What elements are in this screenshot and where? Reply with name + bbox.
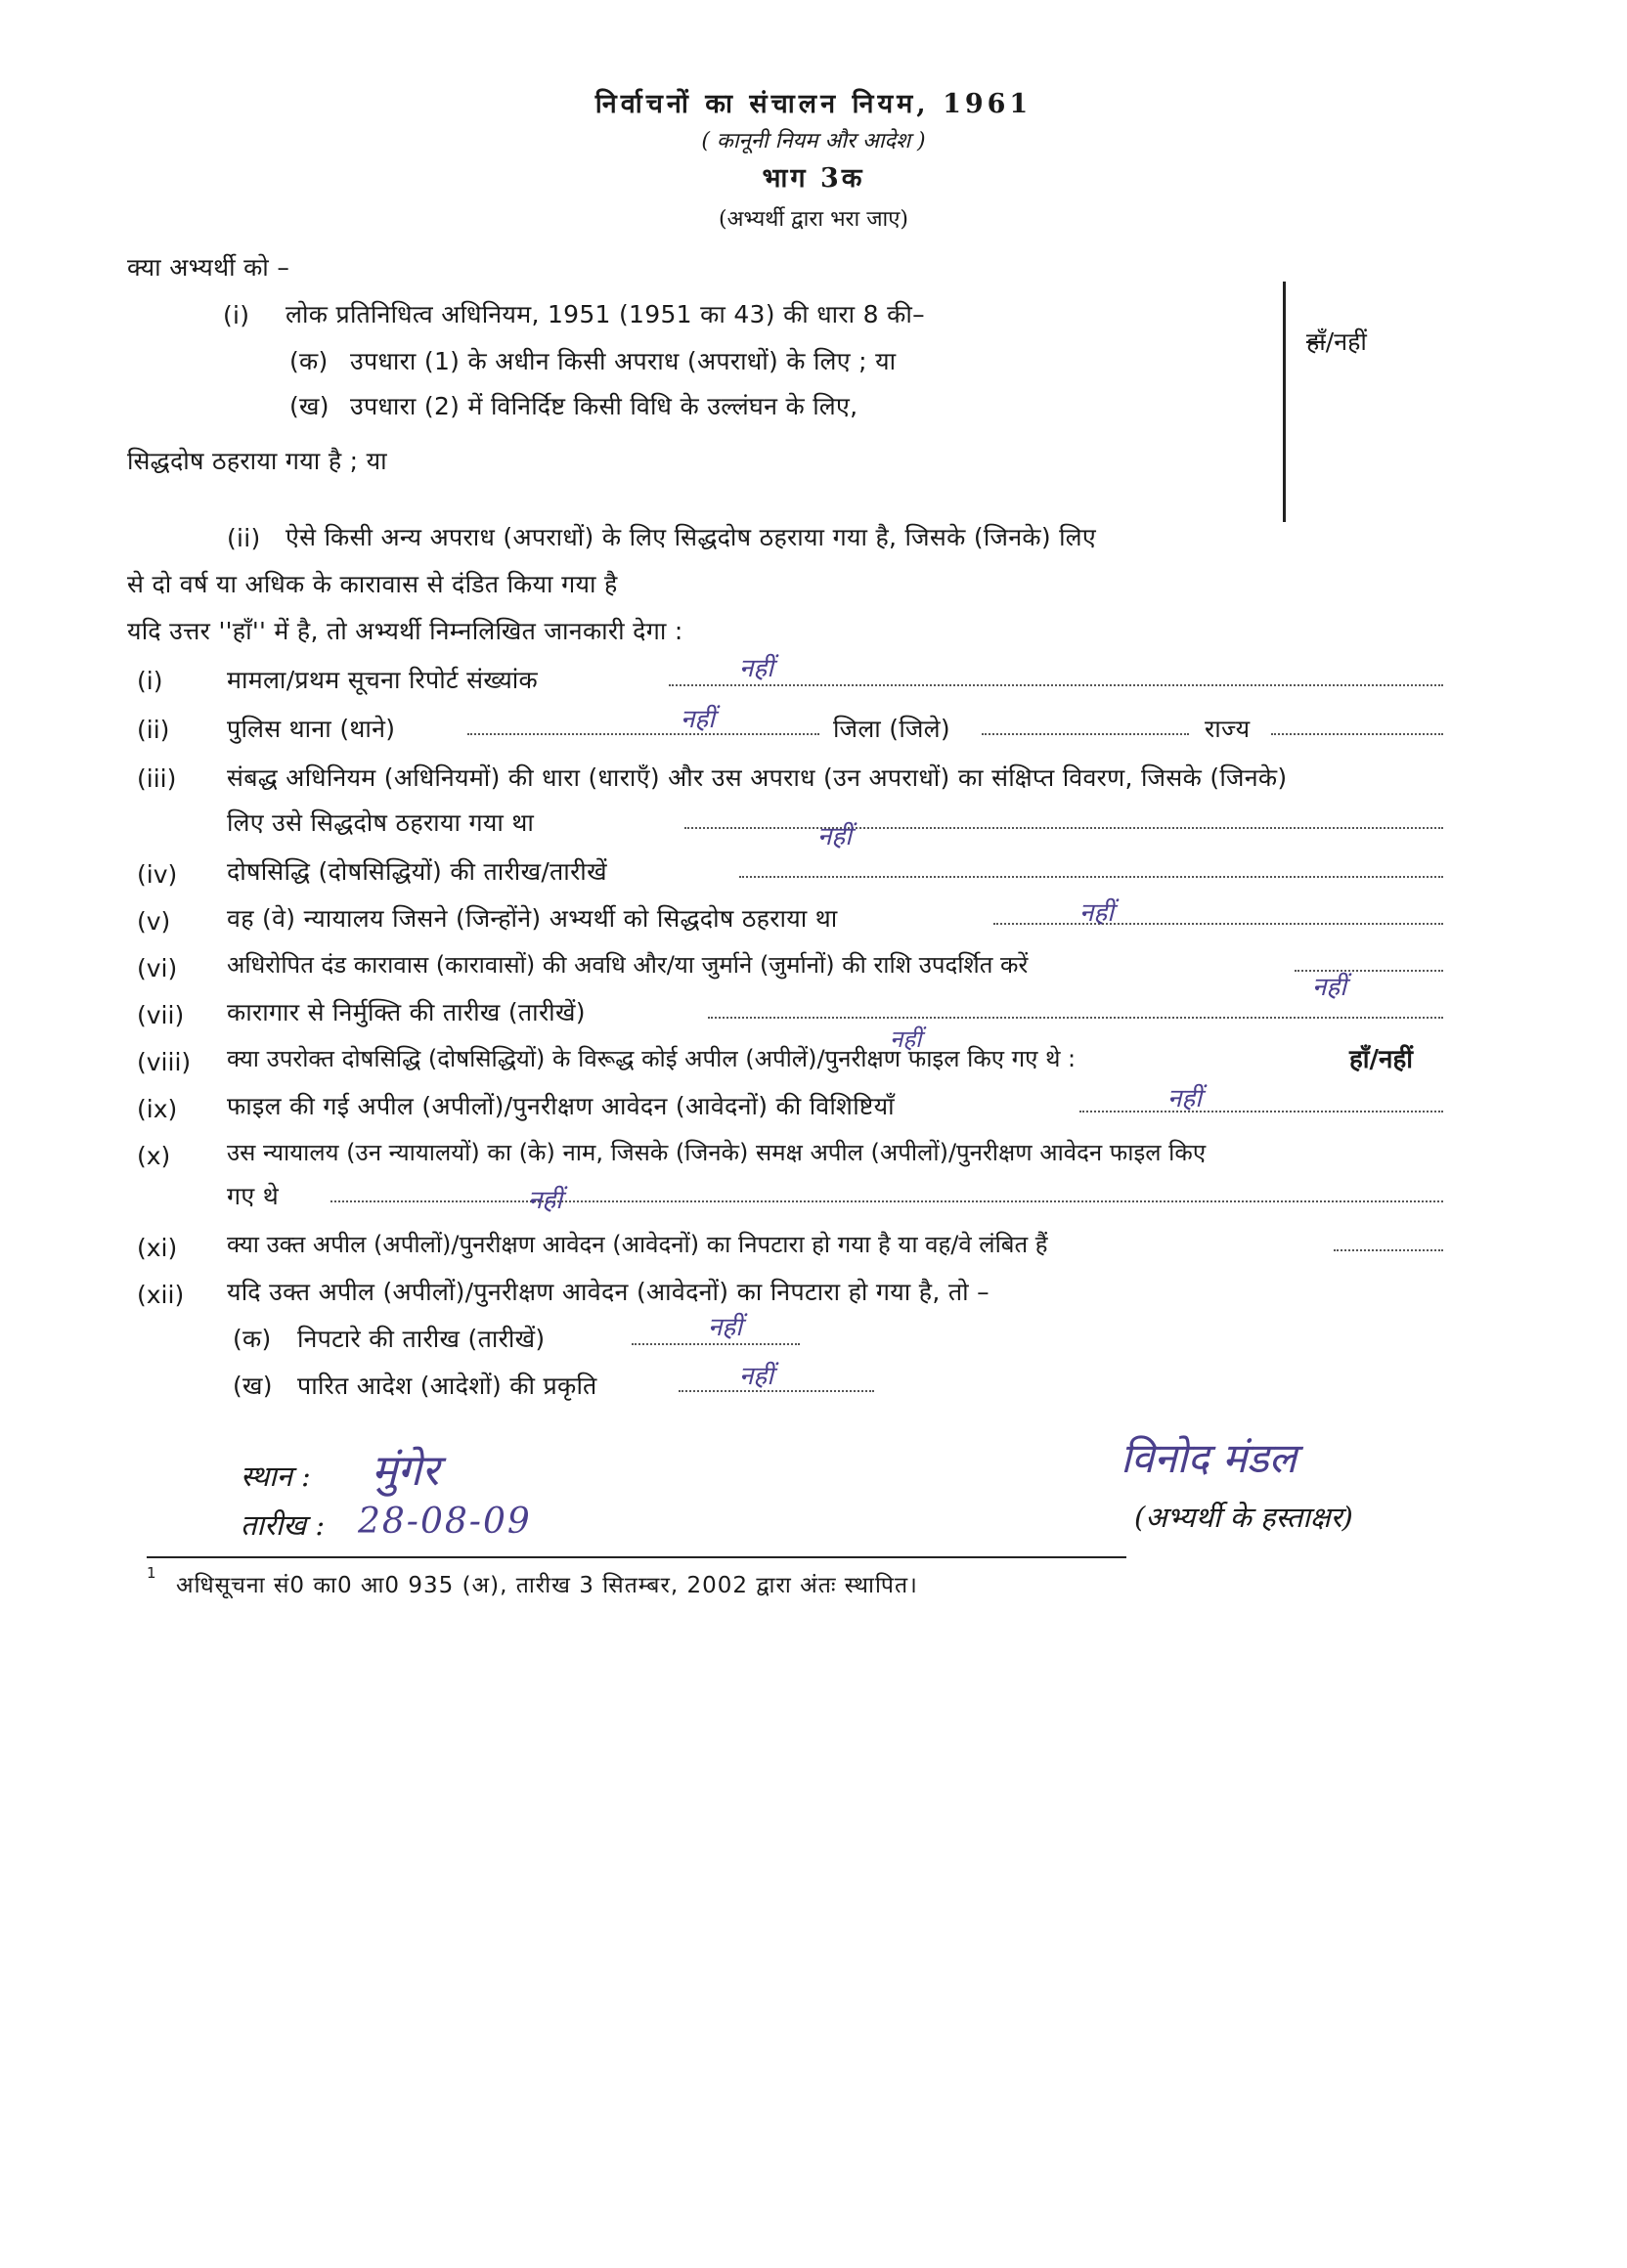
item-ii-field — [467, 733, 819, 735]
q2-line2: से दो वर्ष या अधिक के कारावास से दंडित किया गया है — [127, 570, 618, 598]
q1-answer-value: नहीं — [1334, 327, 1367, 356]
item-v-text: वह (वे) न्यायालय जिसने (जिन्होंने) अभ्यर्थी को सिद्धदोष ठहराया था — [227, 904, 838, 933]
item-xii-a-field — [632, 1343, 800, 1345]
item-ii-district-field — [982, 733, 1189, 735]
q1-text: लोक प्रतिनिधित्व अधिनियम, 1951 (1951 का 43) की धारा 8 की– — [286, 300, 925, 328]
item-ii-text: पुलिस थाना (थाने) — [227, 715, 396, 743]
item-iv-field — [739, 876, 1443, 878]
item-vi-number: (vi) — [137, 954, 178, 982]
item-x-number: (x) — [137, 1142, 171, 1170]
date-value: 28-08-09 — [358, 1502, 532, 1542]
item-xii-a-handwritten: नहीं — [708, 1313, 742, 1342]
q1-tail: सिद्धदोष ठहराया गया है ; या — [127, 447, 387, 475]
q1-b-number: (ख) — [289, 392, 330, 420]
item-vii-text: कारागार से निर्मुक्ति की तारीख (तारीखें) — [227, 998, 586, 1026]
item-iv-text: दोषसिद्धि (दोषसिद्धियों) की तारीख/तारीखें — [227, 857, 607, 886]
item-i-field — [669, 684, 1443, 686]
document-subtitle: ( कानूनी नियम और आदेश ) — [701, 129, 926, 153]
item-iii-line2: लिए उसे सिद्धदोष ठहराया गया था — [227, 808, 535, 837]
date-label: तारीख : — [241, 1508, 326, 1542]
item-xi-number: (xi) — [137, 1234, 178, 1262]
item-xi-text: क्या उक्त अपील (अपीलों)/पुनरीक्षण आवेदन (आवेदनों) का निपटारा हो गया है या वह/वे लंबित हैं — [227, 1231, 1048, 1258]
q1-answer — [1306, 325, 1367, 358]
item-iii-line1: संबद्ध अधिनियम (अधिनियमों) की धारा (धाराएँ) और उस अपराध (उन अपराधों) का संक्षिप्त विवरण, जिसके (जिनके) — [227, 763, 1288, 792]
item-ii-district-label: जिला (जिले) — [833, 715, 950, 743]
intro-text: क्या अभ्यर्थी को – — [127, 253, 290, 282]
item-iii-number: (iii) — [137, 764, 177, 793]
item-viii-text: क्या उपरोक्त दोषसिद्धि (दोषसिद्धियों) के विरूद्ध कोई अपील (अपीलें)/पुनरीक्षण फाइल किए गए थे : — [227, 1045, 1077, 1072]
item-ix-text: फाइल की गई अपील (अपीलों)/पुनरीक्षण आवेदन (आवेदनों) की विशिष्टियाँ — [227, 1092, 895, 1120]
item-xii-b-number: (ख) — [233, 1372, 273, 1400]
q1-answer-struck: हाँ — [1306, 327, 1326, 356]
item-xii-a-text: निपटारे की तारीख (तारीखें) — [297, 1325, 546, 1353]
item-vi-text: अधिरोपित दंड कारावास (कारावासों) की अवधि और/या जुर्माने (जुर्मानों) की राशि उपदर्शित करें — [227, 951, 1029, 979]
item-viii-handwritten: नहीं — [890, 1025, 922, 1053]
q1-b-text: उपधारा (2) में विनिर्दिष्ट किसी विधि के उल्लंघन के लिए, — [350, 392, 858, 420]
q2-number: (ii) — [227, 524, 261, 552]
item-xii-b-handwritten: नहीं — [739, 1362, 773, 1391]
q2-line1: ऐसे किसी अन्य अपराध (अपराधों) के लिए सिद्धदोष ठहराया गया है, जिसके (जिनके) लिए — [286, 523, 1097, 551]
signature: विनोद मंडल — [1121, 1434, 1297, 1482]
item-ix-number: (ix) — [137, 1095, 178, 1123]
item-iii-handwritten: नहीं — [817, 822, 852, 851]
item-vi-handwritten: नहीं — [1312, 973, 1346, 1002]
q1-a-text: उपधारा (1) के अधीन किसी अपराध (अपराधों) के लिए ; या — [350, 347, 897, 375]
item-xii-text: यदि उक्त अपील (अपीलों)/पुनरीक्षण आवेदन (आवेदनों) का निपटारा हो गया है, तो – — [227, 1278, 989, 1306]
part-heading: भाग 3क — [762, 163, 865, 194]
item-xii-b-text: पारित आदेश (आदेशों) की प्रकृति — [297, 1372, 597, 1400]
item-ii-handwritten: नहीं — [681, 705, 715, 734]
item-ix-field — [1079, 1111, 1443, 1112]
q1-number: (i) — [223, 301, 250, 329]
item-v-field — [993, 923, 1443, 925]
signature-label: (अभ्यर्थी के हस्ताक्षर) — [1134, 1501, 1353, 1534]
item-x-field — [330, 1200, 1443, 1202]
item-iii-field — [684, 827, 1443, 829]
item-i-text: मामला/प्रथम सूचना रिपोर्ट संख्यांक — [227, 666, 539, 694]
q1-answer-sep: / — [1325, 327, 1335, 356]
place-label: स्थान : — [241, 1460, 311, 1493]
place-value: मुंगेर — [372, 1446, 440, 1496]
item-i-number: (i) — [137, 667, 163, 695]
q1-a-number: (क) — [289, 347, 329, 375]
item-v-handwritten: नहीं — [1079, 898, 1114, 928]
fill-note: (अभ्यर्थी द्वारा भरा जाए) — [718, 207, 909, 232]
item-viii-number: (viii) — [137, 1048, 192, 1076]
item-xii-number: (xii) — [137, 1281, 185, 1309]
item-iv-number: (iv) — [137, 860, 178, 889]
document-title: निर्वाचनों का संचालन नियम, 1961 — [594, 89, 1033, 119]
footnote-rule — [147, 1556, 1126, 1558]
footnote-mark: 1 — [147, 1564, 156, 1582]
item-ix-handwritten: नहीं — [1167, 1084, 1202, 1113]
item-ii-state-field — [1271, 733, 1443, 735]
if-yes-instruction: यदि उत्तर ''हाँ'' में है, तो अभ्यर्थी निम्नलिखित जानकारी देगा : — [127, 617, 683, 645]
item-vii-field — [708, 1017, 1443, 1019]
item-x-line1: उस न्यायालय (उन न्यायालयों) का (के) नाम, जिसके (जिनके) समक्ष अपील (अपीलों)/पुनरीक्षण आवेदन फाइल किए — [227, 1139, 1207, 1166]
item-viii-answer: हाँ/नहीं — [1349, 1045, 1414, 1074]
item-i-handwritten: नहीं — [739, 654, 773, 683]
item-xii-a-number: (क) — [233, 1325, 272, 1353]
item-vii-number: (vii) — [137, 1001, 185, 1029]
item-ii-state-label: राज्य — [1205, 715, 1251, 743]
item-xi-field — [1334, 1249, 1443, 1251]
item-x-handwritten: नहीं — [528, 1186, 562, 1215]
item-xii-b-field — [679, 1390, 874, 1392]
item-ii-number: (ii) — [137, 716, 170, 744]
item-x-line2: गए थे — [227, 1182, 280, 1210]
answer-column-divider — [1283, 282, 1286, 522]
footnote-text: अधिसूचना सं0 का0 आ0 935 (अ), तारीख 3 सितम्बर, 2002 द्वारा अंतः स्थापित। — [176, 1573, 918, 1598]
item-v-number: (v) — [137, 907, 171, 936]
